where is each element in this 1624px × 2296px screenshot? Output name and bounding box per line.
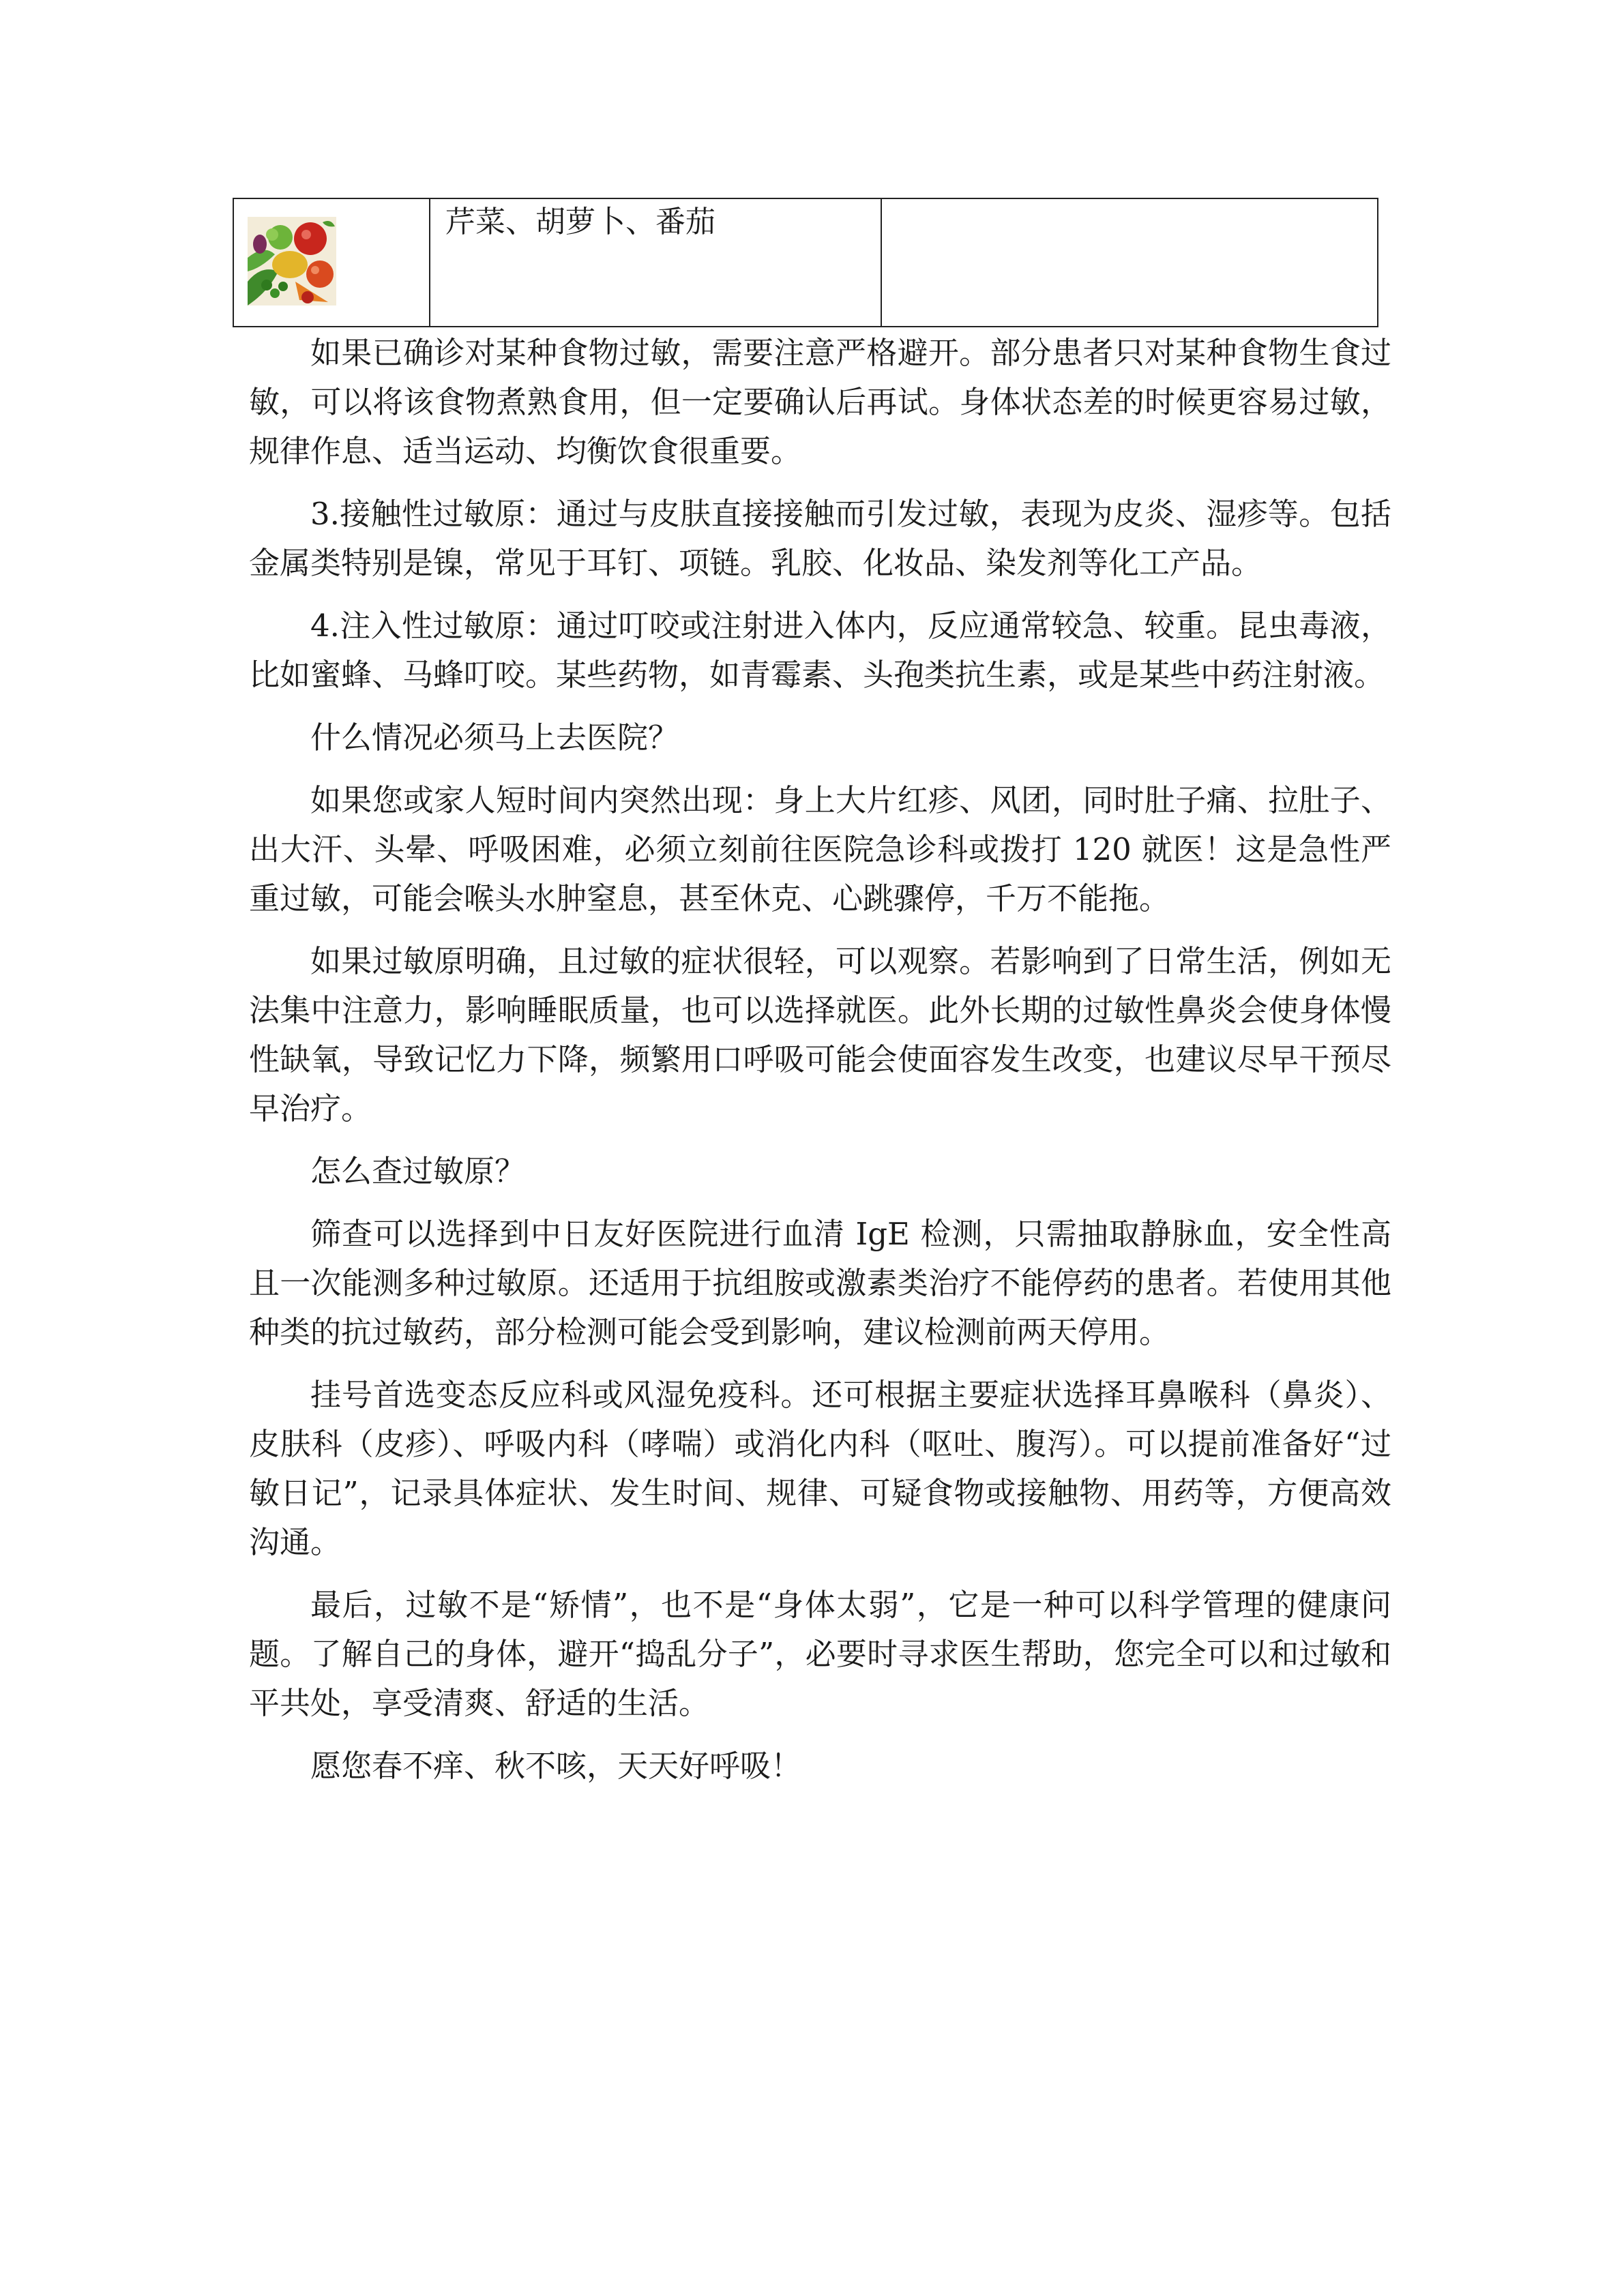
table-row (233, 198, 1378, 327)
paragraph-emergency-symptoms: 如果您或家人短时间内突然出现：身上大片红疹、风团，同时肚子痛、拉肚子、出大汗、头晕、呼吸困难，必须立刻前往医院急诊科或拨打 120 就医！这是急性严重过敏，可能会喉头水肿窒息，甚至休克、心跳骤停，千万不能拖。 (249, 782, 1391, 916)
paragraph-injected-allergens: 4.注入性过敏原：通过叮咬或注射进入体内，反应通常较急、较重。昆虫毒液，比如蜜蜂、马蜂叮咬。某些药物，如青霉素、头孢类抗生素，或是某些中药注射液。 (249, 608, 1391, 693)
paragraph-mild-symptoms: 如果过敏原明确，且过敏的症状很轻，可以观察。若影响到了日常生活，例如无法集中注意力，影响睡眠质量，也可以选择就医。此外长期的过敏性鼻炎会使身体慢性缺氧，导致记忆力下降，频繁用口呼吸可能会使面容发生改变，也建议尽早干预尽早治疗。 (249, 943, 1391, 1127)
paragraph-contact-allergens: 3.接触性过敏原：通过与皮肤直接接触而引发过敏，表现为皮炎、湿疹等。包括金属类特别是镍，常见于耳钉、项链。乳胶、化妆品、染发剂等化工产品。 (249, 496, 1391, 581)
section-heading-when-to-hospital: 什么情况必须马上去医院？ (310, 719, 679, 756)
table-cell-foods (430, 198, 881, 327)
paragraph-ige-testing: 筛查可以选择到中日友好医院进行血清 IgE 检测，只需抽取静脉血，安全性高且一次能测多种过敏原。还适用于抗组胺或激素类治疗不能停药的患者。若使用其他种类的抗过敏药，部分检测可能会受到影响，建议检测前两天停用。 (249, 1216, 1391, 1350)
paragraph-department-choice: 挂号首选变态反应科或风湿免疫科。还可根据主要症状选择耳鼻喉科（鼻炎）、皮肤科（皮疹）、呼吸内科（哮喘）或消化内科（呕吐、腹泻）。可以提前准备好“过敏日记”，记录具体症状、发生时间、规律、可疑食物或接触物、用药等，方便高效沟通。 (249, 1377, 1391, 1560)
vegetables-fruits-image (234, 199, 429, 305)
food-list-text: 芹菜、胡萝卜、番茄 (445, 205, 715, 239)
paragraph-food-allergy-advice: 如果已确诊对某种食物过敏，需要注意严格避开。部分患者只对某种食物生食过敏，可以将该食物煮熟食用，但一定要确认后再试。身体状态差的时候更容易过敏，规律作息、适当运动、均衡饮食很重要。 (249, 335, 1391, 469)
allergen-food-table (233, 198, 1378, 327)
section-heading-allergen-testing: 怎么查过敏原？ (310, 1153, 526, 1189)
paragraph-closing-wish: 愿您春不痒、秋不咳，天天好呼吸！ (310, 1748, 802, 1784)
table-cell-image (233, 198, 430, 327)
table-cell-notes (881, 198, 1378, 327)
notes-text (882, 199, 1377, 205)
paragraph-conclusion: 最后，过敏不是“矫情”，也不是“身体太弱”，它是一种可以科学管理的健康问题。了解自己的身体，避开“捣乱分子”，必要时寻求医生帮助，您完全可以和过敏和平共处，享受清爽、舒适的生活。 (249, 1587, 1391, 1721)
article-body (249, 329, 1391, 1804)
